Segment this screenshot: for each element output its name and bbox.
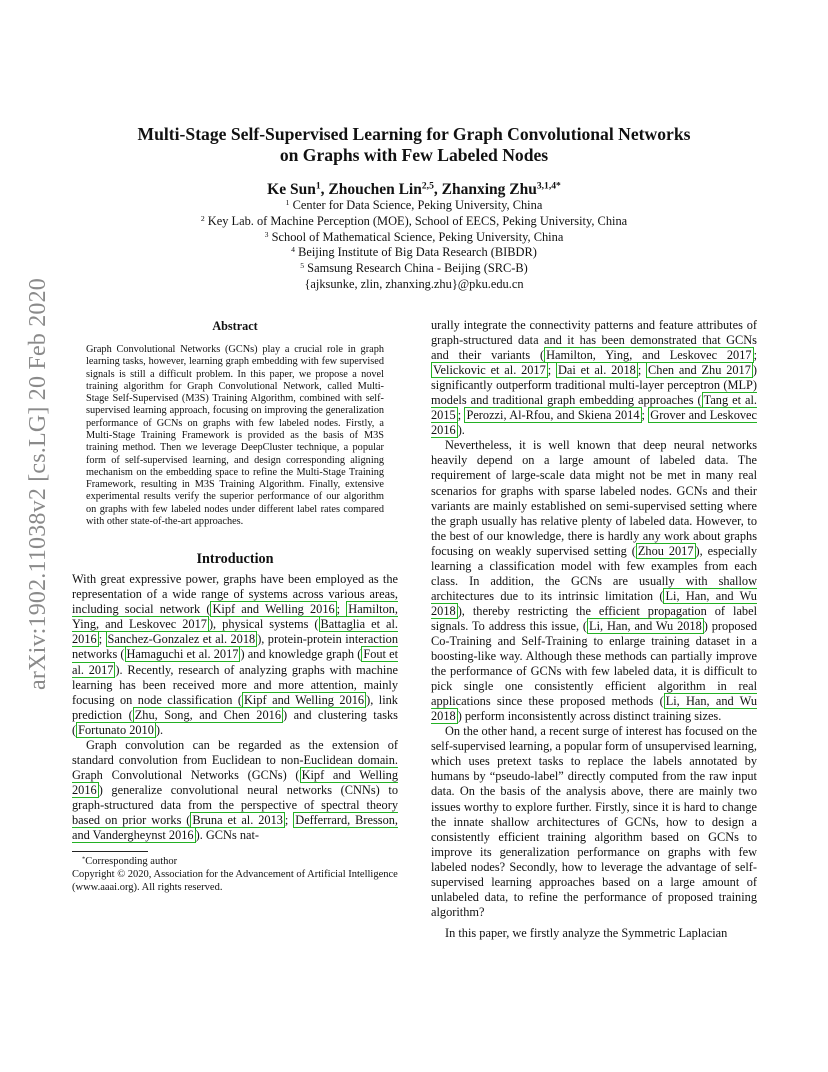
affiliation-line bbox=[80, 245, 748, 261]
introduction-heading: Introduction bbox=[196, 551, 274, 568]
abstract-heading: Abstract bbox=[212, 319, 258, 333]
body-paragraph-3: On the other hand, a recent surge of interest has focused on the self-supervised learning, a popular form of unsupervised learning, which uses pretext tasks to replace the labels annotated by humans by “pseudo-label” directly computed from the raw input data. On the basis of the analysis above, there are mainly two issues worthy to explore further. Firstly, since it is hard to change the innate shallow architectures of GCNs, how to design a consistently efficient training algorithm based on GCNs to improve its generalization performance on graphs with few labeled nodes? Secondly, how to leverage the advantage of self-supervised learning approaches based on a large amount of unlabeled data, to refine the performance of proposed training algorithm? bbox=[431, 724, 757, 919]
citation-link[interactable]: Li, Han, and Wu 2018 bbox=[431, 694, 757, 724]
citation-link[interactable]: Kipf and Welling 2016 bbox=[72, 767, 398, 797]
author-affiliation-mark: 3,1,4* bbox=[536, 180, 561, 192]
affiliation-number: 1 bbox=[285, 197, 290, 207]
citation-link[interactable]: Hamilton, Ying, and Leskovec 2017 bbox=[72, 602, 398, 632]
affiliation-line bbox=[80, 261, 748, 277]
affiliation-text: Beijing Institute of Big Data Research (BIBDR) bbox=[298, 245, 537, 260]
affiliation-text: School of Mathematical Science, Peking University, China bbox=[271, 229, 564, 244]
citation-link[interactable]: Kipf and Welling 2016 bbox=[212, 602, 335, 617]
affiliation-line bbox=[80, 214, 748, 230]
citation-link[interactable]: Kipf and Welling 2016 bbox=[243, 692, 365, 707]
affiliation-list bbox=[80, 198, 748, 293]
affiliation-line bbox=[80, 198, 748, 214]
citation-link[interactable]: Zhu, Song, and Chen 2016 bbox=[134, 707, 281, 722]
footnote-mark: * bbox=[82, 855, 86, 863]
abstract-body: Graph Convolutional Networks (GCNs) play a crucial role in graph learning tasks, however, learning graph embedding with few supervised signals is still a difficult problem. In this paper, we propose a novel training algorithm for Graph Convolutional Network, called Multi-Stage Self-Supervised (M3S) Training Algorithm, combined with self-supervised learning approach, focusing on improving the generalization performance of GCNs on graphs with few labeled nodes. Firstly, a Multi-Stage Training Framework is provided as the basis of M3S training method. Then we leverage DeepCluster technique, a popular form of self-supervised learning, and design corresponding aligning mechanism on the embedding space to refine the Multi-Stage Training Framework, resulting in M3S Training Algorithm. Finally, extensive experimental results verify the superior performance of our algorithm on graphs with few labeled nodes under different label rates compared with other state-of-the-art approaches. bbox=[86, 344, 384, 527]
corresponding-author-footnote bbox=[72, 855, 398, 868]
author-list: Ke Sun$^1$, Zhouchen Lin$^{2,5}$, Zhanxing Zhu$^{3,1,4*}$ bbox=[267, 180, 561, 198]
body-paragraph-4: In this paper, we firstly analyze the Symmetric Laplacian bbox=[445, 925, 728, 940]
citation-link[interactable]: Li, Han, and Wu 2018 bbox=[431, 588, 757, 618]
footnote-divider bbox=[72, 851, 148, 852]
affiliation-number: 4 bbox=[291, 245, 295, 255]
citation-link[interactable]: Dai et al. 2018 bbox=[558, 363, 636, 378]
citation-link[interactable]: Battaglia et al. 2016 bbox=[72, 617, 399, 647]
citation-link[interactable]: Hamaguchi et al. 2017 bbox=[126, 647, 239, 662]
affiliation-number: 2 bbox=[200, 213, 205, 223]
citation-link[interactable]: Perozzi, Al-Rfou, and Skiena 2014 bbox=[466, 408, 640, 423]
author-name: Zhanxing Zhu bbox=[441, 181, 537, 198]
citation-link[interactable]: Velickovic et al. 2017 bbox=[433, 363, 546, 378]
body-paragraph-1: urally integrate the connectivity patterns and feature attributes of graph-structured data and it has been demonstrated that GCNs and their variants ( Hamilton, Ying, and Leskovec 2017 ; Velickovic et al. 2017 ; Dai et al. 2018 ; Chen and Zhu 2017 ) significantly outperform traditional multi-layer perceptron (MLP) models and traditional graph embedding approaches ( Tang et al. 2015 ; Perozzi, Al-Rfou, and Skiena 2014 ; Grover and Leskovec 2016 ). bbox=[431, 318, 758, 438]
citation-link[interactable]: Zhou 2017 bbox=[637, 543, 694, 558]
affiliation-number: 5 bbox=[300, 260, 305, 270]
intro-paragraph-2: Graph convolution can be regarded as the extension of standard convolution from Euclidean to non-Euclidean domain. Graph Convolutional Networks (GCNs) ( Kipf and Welling 2016 ) generalize convolutional neural networks (CNNs) to graph-structured data from the perspective of spectral theory based on prior works ( Bruna et al. 2013 ; Defferrard, Bresson, and Vandergheynst 2016 ). GCNs nat- bbox=[72, 737, 398, 843]
affiliation-text: Key Lab. of Machine Perception (MOE), School of EECS, Peking University, China bbox=[207, 213, 628, 228]
intro-paragraph-1: With great expressive power, graphs have been employed as the representation of a wide range of systems across various areas, including social network ( Kipf and Welling 2016 ; Hamilton, Ying, and Leskovec 2017 ), physical systems ( Battaglia et al. 2016 ; Sanchez-Gonzalez et al. 2018 ), protein-protein interaction networks ( Hamaguchi et al. 2017 ) and knowledge graph ( Fout et al. 2017 ). Recently, research of analyzing graphs with machine learning has been received more and more attention, mainly focusing on node classification ( Kipf and Welling 2016 ), link prediction ( Zhu, Song, and Chen 2016 ) and clustering tasks ( Fortunato 2010 ). bbox=[72, 572, 399, 737]
author-emails: {ajksunke, zlin, zhanxing.zhu}@pku.edu.cn bbox=[304, 276, 524, 291]
citation-link[interactable]: Hamilton, Ying, and Leskovec 2017 bbox=[546, 348, 752, 363]
citation-link[interactable]: Defferrard, Bresson, and Vandergheynst 2016 bbox=[72, 812, 398, 843]
right-column bbox=[431, 318, 757, 941]
affiliation-number: 3 bbox=[264, 229, 269, 239]
left-column bbox=[72, 318, 398, 895]
citation-link[interactable]: Li, Han, and Wu 2018 bbox=[589, 618, 702, 633]
citation-link[interactable]: Fout et al. 2017 bbox=[72, 647, 399, 677]
citation-link[interactable]: Chen and Zhu 2017 bbox=[648, 363, 751, 378]
author-affiliation-mark: 2,5 bbox=[421, 180, 434, 192]
footnote-text: Corresponding author bbox=[85, 856, 178, 868]
author-affiliation-mark: 1 bbox=[315, 180, 321, 192]
affiliation-text: Samsung Research China - Beijing (SRC-B) bbox=[307, 261, 528, 276]
citation-link[interactable]: Bruna et al. 2013 bbox=[192, 812, 283, 827]
arxiv-identifier-stamp: arXiv:1902.11038v2 [cs.LG] 20 Feb 2020 bbox=[25, 278, 51, 690]
title-line-2: on Graphs with Few Labeled Nodes bbox=[279, 145, 549, 165]
affiliation-text: Center for Data Science, Peking University, China bbox=[292, 198, 543, 212]
citation-link[interactable]: Sanchez-Gonzalez et al. 2018 bbox=[107, 632, 256, 647]
affiliation-line bbox=[80, 230, 748, 246]
citation-link[interactable]: Fortunato 2010 bbox=[78, 722, 154, 737]
citation-link[interactable]: Grover and Leskovec 2016 bbox=[431, 408, 758, 438]
citation-link[interactable]: Tang et al. 2015 bbox=[431, 393, 757, 423]
body-paragraph-2: Nevertheless, it is well known that deep neural networks heavily depend on a large amount of labeled data. The requirement of large-scale data might not be met in many real scenarios for graphs with sparse labeled nodes. GCNs and their variants are mainly established on semi-supervised setting where the graph usually has relative plenty of labeled data. However, to the best of our knowledge, there is hardly any work about graphs focusing on weakly supervised setting ( Zhou 2017 ), especially learning a classification model with few examples from each class. In addition, the GCNs are usually with shallow architectures due to its intrinsic limitation ( Li, Han, and Wu 2018 ), thereby restricting the efficient propagation of label signals. To address this issue, ( Li, Han, and Wu 2018 ) proposed Co-Training and Self-Training to enlarge training dataset in a boosting-like way. Although these methods can partially improve the performance of GCNs with few labeled data, it is difficult to pick single one consistently efficient algorithm in real applications since these proposed methods ( Li, Han, and Wu 2018 ) perform inconsistently across distinct training sizes. bbox=[431, 438, 758, 724]
paper-title bbox=[80, 124, 748, 166]
author-name: Zhouchen Lin bbox=[328, 181, 422, 198]
title-line-1: Multi-Stage Self-Supervised Learning for Graph Convolutional Networks bbox=[137, 124, 691, 144]
copyright-notice: Copyright © 2020, Association for the Advancement of Artificial Intelligence (www.aaai.org). All rights reserved. bbox=[72, 869, 398, 894]
author-name: Ke Sun bbox=[267, 181, 316, 198]
